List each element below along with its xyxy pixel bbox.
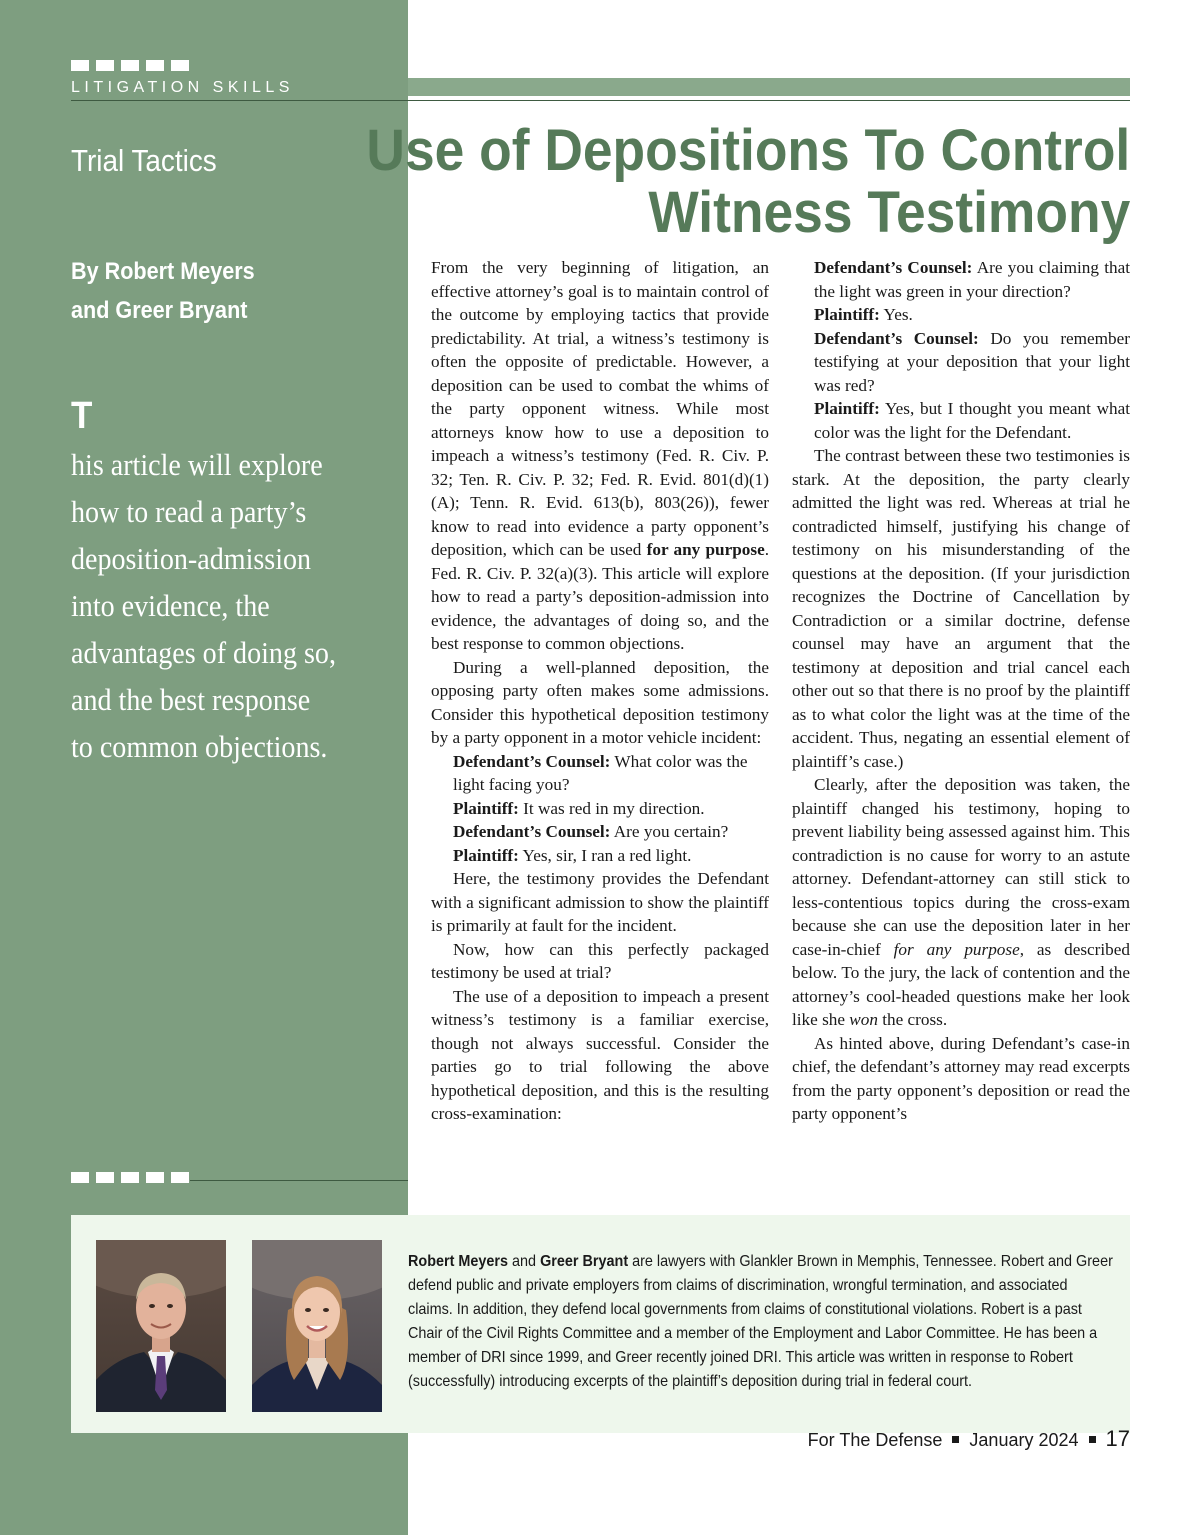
speaker: Defendant’s Counsel: — [814, 328, 979, 348]
paragraph — [431, 256, 769, 656]
square-icon — [96, 60, 114, 71]
paragraph: The contrast between these two testimonies is stark. At the deposition, the party clearly admitted the light was red. Whereas at trial he contradicted himself, justifying his change of testimony on his misunderstanding of the questions at the deposition. (If your jurisdiction recognizes the Doctrine of Cancellation by Contradiction or a similar doctrine, defense counsel may have an argument that the testimony at deposition and trial cancel each other out so that there is no proof by the plaintiff as to what color the light was at the time of the accident. Thus, negating an essential element of plaintiff’s case.) — [792, 446, 1130, 771]
speaker: Defendant’s Counsel: — [453, 751, 611, 771]
square-icon — [121, 60, 139, 71]
author-name: Greer Bryant — [540, 1253, 629, 1270]
speaker: Plaintiff: — [814, 399, 880, 418]
pull-quote-line: into evidence, the — [71, 589, 270, 623]
text-run: Clearly, after the deposition was taken, the plaintiff changed his testimony, hoping to prevent liability being assessed against him. This contradiction is no cause for worry to an astute attorney. Defendant-attorney can still stick to less-contentious topics during the cross-exam because she can use the deposition later in her case-in-chief — [792, 775, 1130, 959]
dialogue-text: What color was the light facing you? — [453, 751, 748, 794]
pull-quote-line: to common objections. — [71, 730, 328, 764]
text-run: . Fed. R. Civ. P. 32(a)(3). This article will explore how to read a party’s deposition-admission into evidence, the advantages of doing so, and the best response to common objections. — [431, 540, 769, 653]
square-icon — [71, 60, 89, 71]
body-column-2 — [792, 256, 1130, 1126]
paragraph: As hinted above, during Defendant’s case-in chief, the defendant’s attorney may read excerpts from the party opponent’s deposition or read the party opponent’s — [792, 1033, 1130, 1123]
speaker: Plaintiff: — [814, 305, 880, 324]
pull-quote-line — [71, 393, 375, 489]
square-icon — [121, 1172, 139, 1183]
title-line: Use of Depositions To Control — [366, 118, 1130, 183]
paragraph: During a well-planned deposition, the opposing party often makes some admissions. Consider this hypothetical deposition testimony by a party opponent in a motor vehicle incident: — [431, 657, 769, 747]
bullet-icon — [952, 1436, 959, 1443]
dialogue-text: Yes. — [879, 305, 913, 324]
square-icon — [71, 1172, 89, 1183]
drop-cap: T — [71, 395, 93, 437]
square-icon — [146, 1172, 164, 1183]
dialogue-line — [431, 844, 769, 868]
text-run: From the very beginning of litigation, an effective attorney’s goal is to maintain control of the outcome by employing tactics that provide predictability. At trial, a witness’s testimony is often the opposite of predictable. However, a deposition can be used to combat the whims of the party opponent witness. While most attorneys know how to use a deposition to impeach a witness’s testimony (Fed. R. Civ. P. 32; Ten. R. Civ. P. 32; Fed. R. Evid. 801(d)(1)(A); Tenn. R. Evid. 613(b), 803(26)), fewer know to read into evidence a party opponent’s deposition, which can be used — [431, 258, 769, 559]
issue-date: January 2024 — [969, 1430, 1079, 1450]
kicker: Trial Tactics — [71, 143, 217, 178]
bio-text: are lawyers with Glankler Brown in Memphis, Tennessee. Robert and Greer defend public and private employers from claims of discrimination, wrongful termination, and associated claims. In addition, they defend local governments from claims of constitutional violations. Robert is a past Chair of the Civil Rights Committee and a member of the Employment and Labor Committee. He has been a member of DRI since 1999, and Greer recently joined DRI. This article was written in response to Robert (successfully) introducing excerpts of the plaintiff’s deposition during trial in federal court. — [408, 1253, 1113, 1390]
dialogue-line — [431, 750, 769, 797]
page-number: 17 — [1105, 1426, 1130, 1451]
pull-quote-text: his article will explore — [71, 448, 323, 482]
bullet-icon — [1089, 1436, 1096, 1443]
square-icon — [171, 1172, 189, 1183]
header-band — [408, 78, 1130, 96]
text-run: and — [508, 1253, 541, 1270]
pull-quote — [71, 393, 375, 771]
dialogue-text: It was red in my direction. — [518, 798, 705, 818]
speaker: Defendant’s Counsel: — [453, 822, 611, 841]
dialogue-line — [792, 327, 1130, 398]
dialogue-text: Are you certain? — [610, 822, 729, 841]
dialogue-line — [431, 797, 769, 821]
author-photo-greer — [252, 1240, 382, 1412]
title-line: Witness Testimony — [648, 180, 1130, 245]
byline — [71, 252, 255, 330]
bottom-rule — [190, 1180, 408, 1181]
author-bio — [408, 1250, 1114, 1394]
pull-quote-line: deposition-admission — [71, 542, 312, 576]
dialogue-line — [792, 397, 1130, 444]
speaker: Plaintiff: — [453, 845, 519, 865]
italic-run: won — [849, 1010, 878, 1029]
dialogue-text: Are you claiming that the light was green in your direction? — [814, 258, 1130, 301]
text-run: , as described below. To the jury, the lack of contention and the attorney’s cool-headed questions make her look like she — [792, 939, 1130, 1029]
header-rule — [71, 100, 1130, 101]
square-icon — [146, 60, 164, 71]
author-photo-robert — [96, 1240, 226, 1412]
bold-run: for any purpose — [646, 540, 765, 559]
pull-quote-line: and the best response — [71, 683, 311, 717]
portrait-man-icon — [96, 1240, 226, 1412]
text-run: the cross. — [877, 1010, 948, 1029]
dialogue-text: Yes, but I thought you meant what color was the light for the Defendant. — [814, 399, 1130, 442]
body-column-1 — [431, 256, 769, 1126]
paragraph — [792, 773, 1130, 1032]
square-icon — [171, 60, 189, 71]
decorative-squares-top — [71, 60, 189, 71]
byline-line: By Robert Meyers — [71, 258, 255, 285]
speaker: Defendant’s Counsel: — [814, 258, 973, 277]
italic-run: for any purpose — [893, 939, 1020, 959]
decorative-squares-bottom — [71, 1172, 189, 1183]
speaker: Plaintiff: — [453, 798, 519, 818]
paragraph: Now, how can this perfectly packaged testimony be used at trial? — [431, 939, 769, 982]
dialogue-text: Do you remember testifying at your deposition that your light was red? — [814, 328, 1130, 395]
article-title — [366, 120, 1130, 244]
dialogue-text: Yes, sir, I ran a red light. — [518, 845, 692, 865]
paragraph: The use of a deposition to impeach a present witness’s testimony is a familiar exercise, though not always successful. Consider the parties go to trial following the above hypothetical deposition, and this is the resulting cross-examination: — [431, 986, 769, 1123]
publication-name: For The Defense — [807, 1430, 943, 1450]
dialogue-line — [431, 820, 769, 844]
page-footer — [808, 1426, 1130, 1452]
dialogue-line — [792, 303, 1130, 327]
paragraph: Here, the testimony provides the Defendant with a significant admission to show the plaintiff is primarily at fault for the incident. — [431, 869, 769, 935]
section-label: LITIGATION SKILLS — [71, 79, 294, 96]
pull-quote-line: how to read a party’s — [71, 495, 307, 529]
pull-quote-line: advantages of doing so, — [71, 636, 336, 670]
portrait-woman-icon — [252, 1240, 382, 1412]
byline-line: and Greer Bryant — [71, 297, 248, 324]
dialogue-line — [792, 256, 1130, 303]
author-name: Robert Meyers — [408, 1253, 509, 1270]
square-icon — [96, 1172, 114, 1183]
